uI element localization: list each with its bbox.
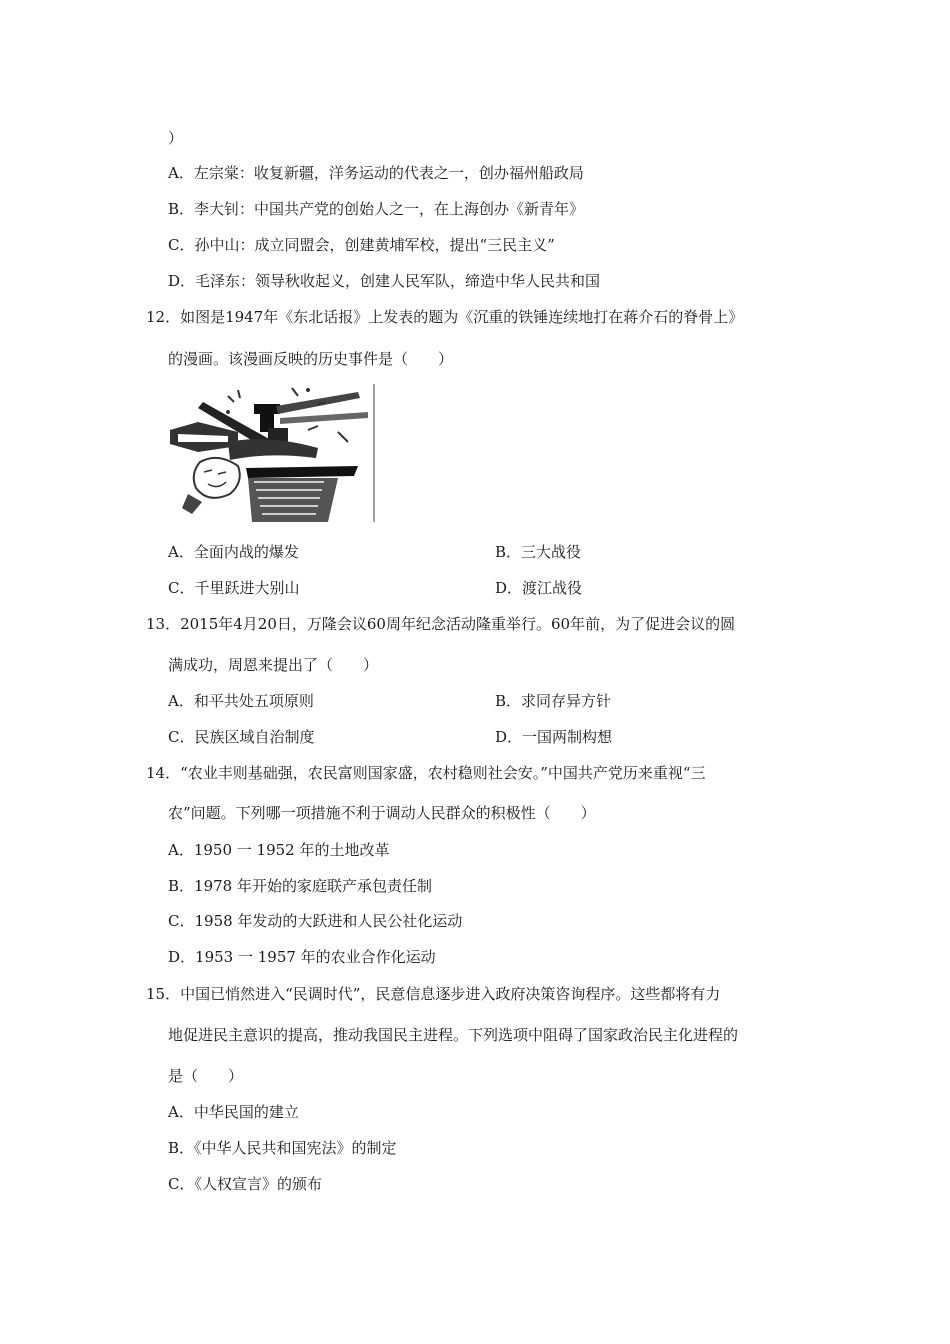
q13-option-c: C．民族区域自治制度 [168,728,315,746]
q11-option-c: C．孙中山：成立同盟会，创建黄埔军校，提出“三民主义” [168,236,555,254]
q13-stem-line-1: 13．2015年4月20日，万隆会议60周年纪念活动隆重举行。60年前，为了促进会议的圆 [146,615,736,633]
q15-stem-line-3: 是（ ） [168,1067,244,1085]
q14-stem-line-2: 农”问题。下列哪一项措施不利于调动人民群众的积极性（ ） [168,804,596,822]
q11-option-a: A．左宗棠：收复新疆，洋务运动的代表之一，创办福州船政局 [168,164,584,182]
q13-option-d: D．一国两制构想 [495,728,613,746]
q14-option-a: A．1950 一 1952 年的土地改革 [168,841,390,859]
q14-option-b: B．1978 年开始的家庭联产承包责任制 [168,877,432,895]
q11-option-b: B．李大钊：中国共产党的创始人之一，在上海创办《新青年》 [168,200,585,218]
q12-option-d: D．渡江战役 [495,579,583,597]
q12-option-b: B．三大战役 [495,543,582,561]
q13-option-b: B．求同存异方针 [495,692,612,710]
q11-stem-tail: ） [168,129,184,147]
cartoon-image [168,382,376,524]
q12-stem-line-2: 的漫画。该漫画反映的历史事件是（ ） [168,350,454,368]
q14-stem-line-1: 14．“农业丰则基础强，农民富则国家盛，农村稳则社会安。”中国共产党历来重视“三 [146,764,706,782]
q14-option-d: D．1953 一 1957 年的农业合作化运动 [168,948,436,966]
q15-option-c: C．《人权宣言》的颁布 [168,1175,322,1193]
q12-option-c: C．千里跃进大别山 [168,579,300,597]
q15-stem-line-2: 地促进民主意识的提高，推动我国民主进程。下列选项中阻碍了国家政治民主化进程的 [168,1026,739,1044]
q11-option-d: D．毛泽东：领导秋收起义，创建人民军队，缔造中华人民共和国 [168,272,601,290]
q12-stem-line-1: 12．如图是1947年《东北话报》上发表的题为《沉重的铁锤连续地打在蒋介石的脊骨上》 [146,308,744,326]
q13-stem-line-2: 满成功，周恩来提出了（ ） [168,656,379,674]
q13-option-a: A．和平共处五项原则 [168,692,314,710]
q14-option-c: C．1958 年发动的大跃进和人民公社化运动 [168,912,463,930]
q15-stem-line-1: 15．中国已悄然进入“民调时代”，民意信息逐步进入政府决策咨询程序。这些都将有力 [146,985,721,1003]
q15-option-b: B．《中华人民共和国宪法》的制定 [168,1139,397,1157]
q12-option-a: A．全面内战的爆发 [168,543,299,561]
q15-option-a: A．中华民国的建立 [168,1103,299,1121]
